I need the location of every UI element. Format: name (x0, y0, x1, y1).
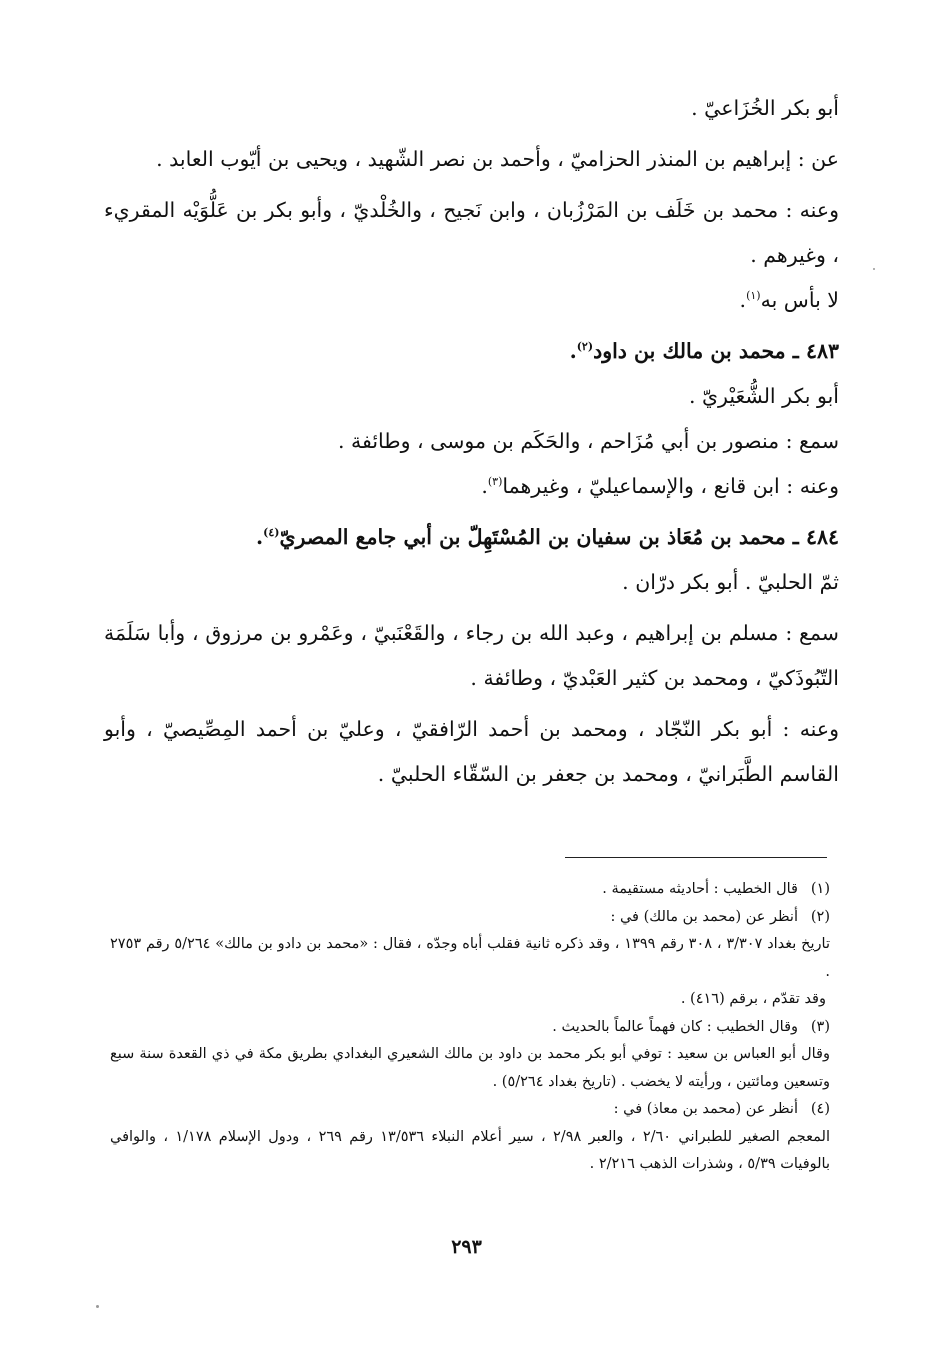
footnote-4-text: أنظر عن (محمد بن معاذ) في : (613, 1101, 798, 1117)
footnote-ref-1: (١) (746, 289, 761, 303)
entry-482-students: وعنه : محمد بن خَلَف بن المَرْزُبان ، وابن نَجيح ، والخُلْديّ ، وأبو بكر بن عَلُّوَيْه المقريء ، وغيرهم . (104, 198, 839, 267)
footnote-ref-2: (٢) (576, 340, 594, 354)
verdict-end: . (739, 288, 747, 312)
footnote-1-number: (١) (810, 881, 830, 897)
footnote-ref-3: (٣) (487, 475, 503, 489)
footnote-3-number: (٣) (810, 1018, 830, 1035)
footnote-3 (110, 1014, 830, 1042)
footnote-1 (110, 876, 830, 904)
entry-482-kunya: أبو بكر الخُزَاعيّ . (691, 96, 839, 120)
footnote-4-sources: المعجم الصغير للطبراني ٢/٦٠ ، والعبر ٢/٩٨ ، سير أعلام النبلاء ١٣/٥٣٦ رقم ٢٦٩ ، ودول الإسلام ١/١٧٨ ، والوافي بالوفيات ٥/٣٩ ، وشذرات الذهب ٢/٢١٦ . (110, 1128, 830, 1172)
footnotes (110, 876, 830, 1179)
scan-speck (873, 268, 875, 270)
entry-483-kunya: أبو بكر الشُّعَيْريّ . (688, 384, 839, 408)
entry-484-kunya: ثمّ الحلبيّ . أبو بكر درّان . (622, 570, 839, 594)
entry-483-students-text: وعنه : ابن قانع ، والإسماعيليّ ، وغيرهما (502, 474, 839, 498)
entry-482-teachers: عن : إبراهيم بن المنذر الحزاميّ ، وأحمد بن نصر الشّهيد ، ويحيى بن أيّوب العابد . (156, 147, 839, 171)
footnote-2-number: (٢) (810, 908, 830, 925)
entry-484-heading (104, 515, 839, 560)
entry-483-students (104, 464, 839, 509)
entry-483-students-end: . (481, 474, 488, 498)
page-number: ٢٩٣ (451, 1236, 482, 1258)
footnote-1-text: قال الخطيب : أحاديثه مستقيمة . (602, 881, 798, 897)
footnote-ref-4: (٤) (263, 526, 280, 540)
scan-speck (96, 1305, 99, 1308)
entry-484-students: وعنه : أبو بكر النّجّاد ، ومحمد بن أحمد الرّافقيّ ، وعليّ بن أحمد المِصِّيصيّ ، وأبو القاسم الطَّبَرانيّ ، ومحمد بن جعفر بن السّقّاء الحلبيّ . (104, 717, 839, 786)
footnote-2 (110, 904, 830, 932)
footnote-3-text: وقال الخطيب : كان فهماً عالماً بالحديث . (552, 1018, 798, 1035)
footnote-4-number: (٤) (810, 1101, 830, 1117)
footnote-4 (110, 1096, 830, 1124)
footnote-2-text: أنظر عن (محمد بن مالك) في : (610, 908, 798, 925)
entry-483-teachers: سمع : منصور بن أبي مُزَاحم ، والحَكَم بن موسى ، وطائفة . (337, 429, 839, 453)
footnote-divider (565, 857, 827, 858)
entry-484-title-end: . (255, 525, 264, 549)
footnote-2-extra: وقد تقدّم ، برقم (٤١٦) . (680, 991, 826, 1007)
entry-484-teachers: سمع : مسلم بن إبراهيم ، وعبد الله بن رجاء ، والقَعْنَبيّ ، وعَمْرو بن مرزوق ، وأبا سَلَمَة التّبُوذَكيّ ، ومحمد بن كثير العَبْديّ ، وطائفة . (104, 621, 839, 690)
entry-482-verdict (104, 278, 839, 323)
verdict-text: لا بأس به (760, 288, 839, 312)
entry-484-title: ٤٨٤ ـ محمد بن مُعَاذ بن سفيان بن المُسْتَهِلّ بن أبي جامع المصريّ (279, 525, 839, 549)
entry-483-heading (104, 329, 839, 374)
footnote-2-sources: تاريخ بغداد ٣/٣٠٧ ، ٣٠٨ رقم ١٣٩٩ ، وقد ذكره ثانية فقلب أباه وجدّه ، فقال : «محمد بن دادو بن مالك» ٥/٢٦٤ رقم ٢٧٥٣ . (110, 936, 830, 980)
entry-483-title: ٤٨٣ ـ محمد بن مالك بن داود (593, 339, 839, 363)
main-text (104, 86, 839, 797)
entry-483-title-end: . (569, 339, 577, 363)
footnote-3-more: وقال أبو العباس بن سعيد : توفي أبو بكر محمد بن داود بن مالك الشعيري البغدادي بطريق مكة في ذي القعدة سنة سبع وتسعين ومائتين ، ورأيته لا يخضب . (تاريخ بغداد ٥/٢٦٤) . (110, 1046, 830, 1090)
